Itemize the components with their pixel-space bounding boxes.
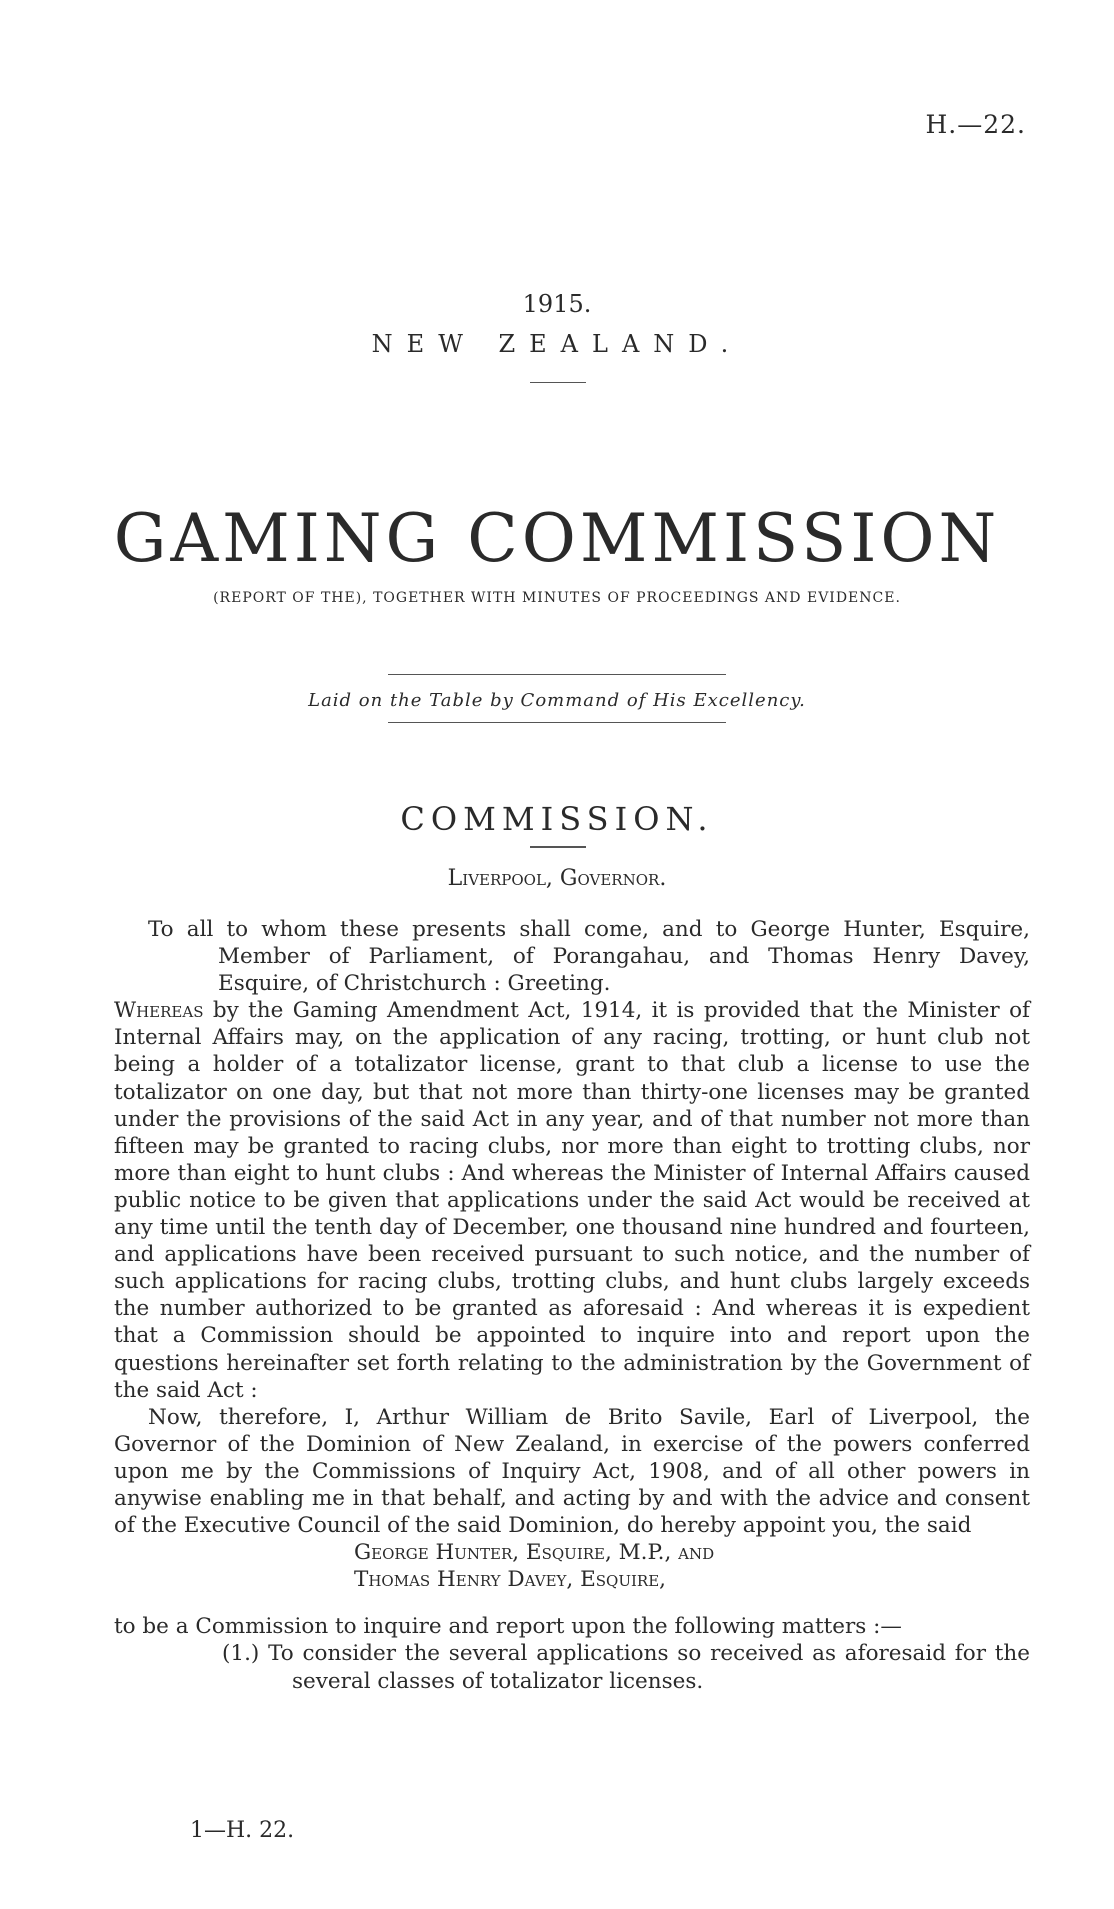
document-subtitle: (REPORT OF THE), TOGETHER WITH MINUTES OF PROCEEDINGS AND EVIDENCE.: [213, 590, 901, 606]
page-signature: 1—H. 22.: [190, 1818, 295, 1843]
whereas-lead: Whereas: [114, 998, 204, 1024]
divider: [530, 382, 586, 383]
governor-line: Liverpool, Governor.: [447, 866, 667, 891]
term-item-1: (1.) To consider the several applications so received as aforesaid for the several classes of totalizator licenses.: [222, 1641, 1030, 1694]
divider: [388, 722, 726, 723]
commission-body: [114, 896, 1030, 1695]
now-therefore-paragraph: Now, therefore, I, Arthur William de Brito Savile, Earl of Liverpool, the Governor of the Dominion of New Zealand, in exercise of the powers conferred upon me by the Commissions of Inquiry Act, 1908, and of all other powers in anywise enabling me in that behalf, and acting by and with the advice and consent of the Executive Council of the said Dominion, do hereby appoint you, the said: [114, 1404, 1030, 1539]
country: NEW ZEALAND.: [371, 330, 743, 358]
address-paragraph: To all to whom these presents shall come, and to George Hunter, Esquire, Member of Parliament, of Porangahau, and Thomas Henry Davey, Esquire, of Christchurch : Greeting.: [148, 917, 1030, 997]
paper-reference: H.—22.: [925, 110, 1026, 139]
divider: [530, 846, 586, 848]
terms-intro: to be a Commission to inquire and report upon the following matters :—: [114, 1614, 902, 1640]
year: 1915.: [522, 290, 592, 318]
laid-on-table-note: Laid on the Table by Command of His Excellency.: [308, 690, 806, 711]
whereas-text: by the Gaming Amendment Act, 1914, it is provided that the Minister of Internal Affairs may, on the application of any racing, trotting, or hunt club not being a holder of a totalizator license, grant to that club a license to use the totalizator on one day, but that not more than thirty-one licenses may be granted under the provisions of the said Act in any year, and of that number not more than fifteen may be granted to racing clubs, nor more than eight to trotting clubs, nor more than eight to hunt clubs : And whereas the Minister of Internal Affairs caused public notice to be given that applications under the said Act would be received at any time until the tenth day of December, one thousand nine hundred and fourteen, and applications have been received pursuant to such notice, and the number of such applications for racing clubs, trotting clubs, and hunt clubs largely exceeds the number authorized to be granted as aforesaid : And whereas it is expedient that a Commission should be appointed to inquire into and report upon the questions hereinafter set forth relating to the administration by the Government of the said Act :: [114, 998, 1030, 1403]
document-title: GAMING COMMISSION: [113, 500, 1001, 577]
divider: [388, 674, 726, 675]
commissioner-name-1: George Hunter, Esquire, M.P., and: [354, 1540, 715, 1566]
whereas-paragraph: [114, 997, 1030, 1403]
commission-heading: COMMISSION.: [400, 800, 714, 838]
commissioner-name-2: Thomas Henry Davey, Esquire,: [354, 1567, 667, 1593]
